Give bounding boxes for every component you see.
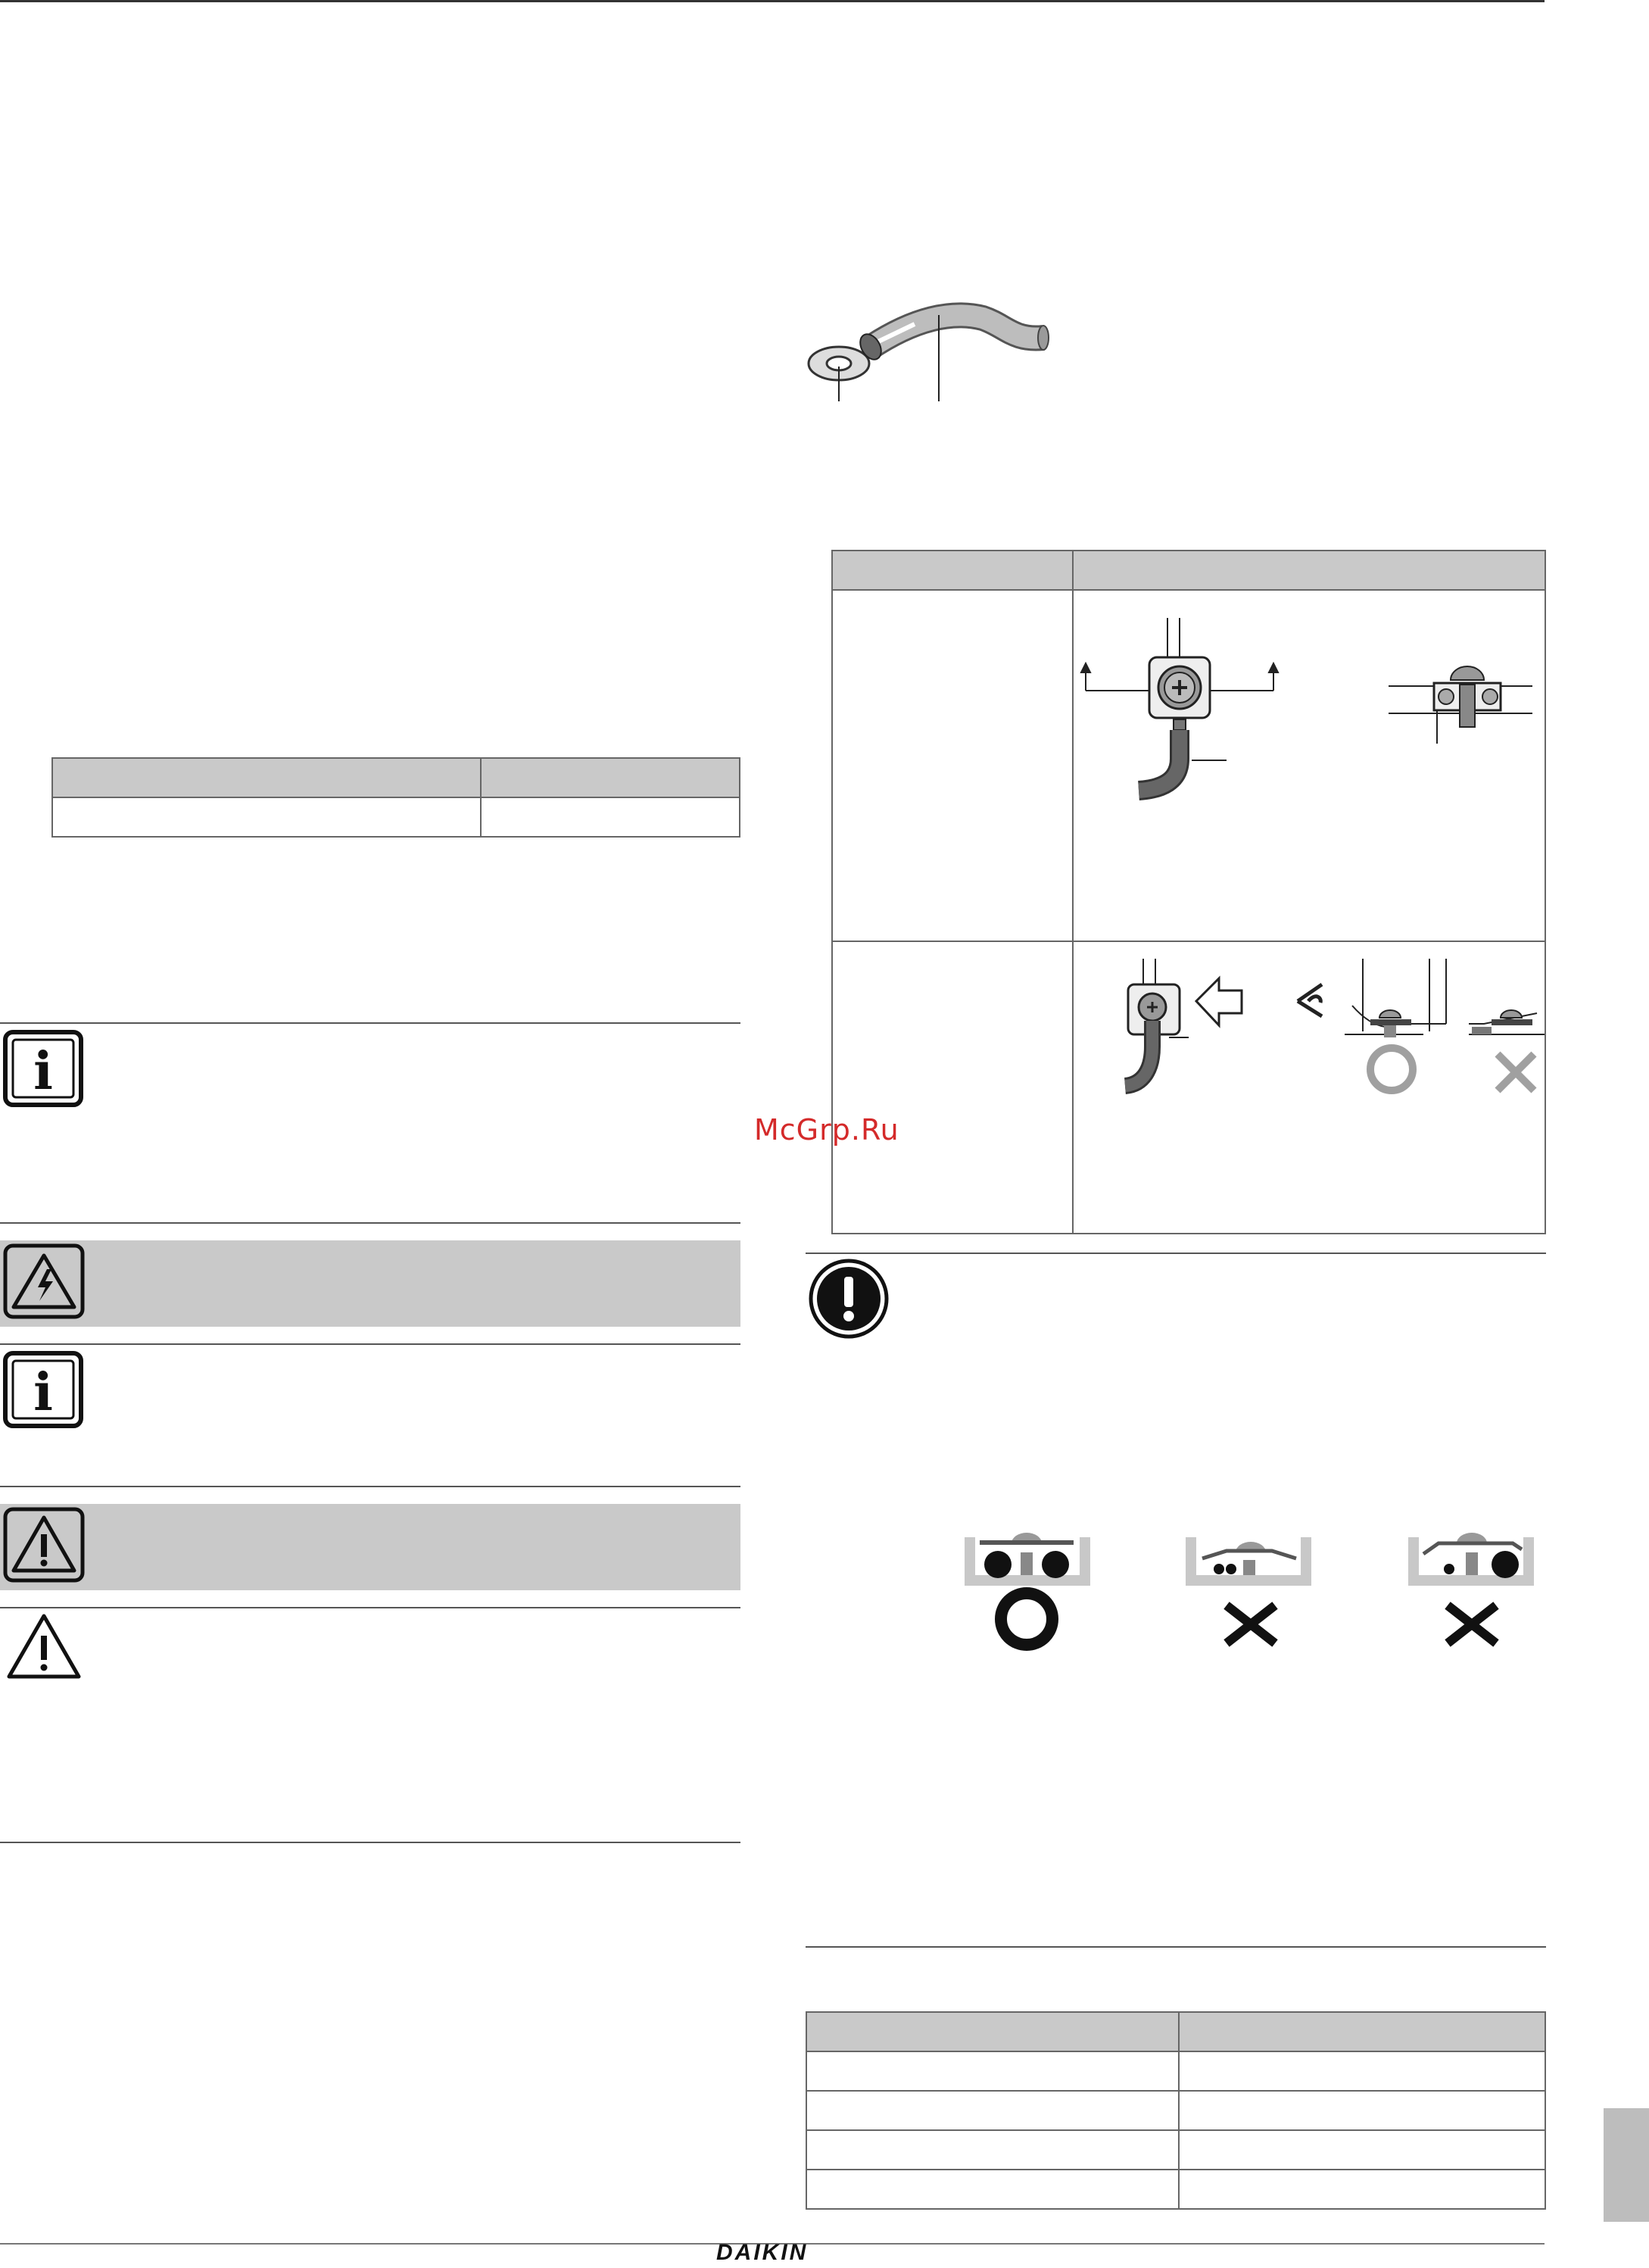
svg-text:i: i: [33, 1362, 53, 1423]
electric-hazard-icon: [3, 1243, 85, 1319]
torque-table-cell: [1178, 2090, 1546, 2131]
top-rule: [0, 0, 1545, 2]
warning-triangle-icon: [3, 1507, 85, 1583]
torque-table-header-col2: [1178, 2011, 1546, 2052]
left-table-cell: [51, 797, 482, 838]
torque-table-cell: [806, 2090, 1180, 2131]
torque-table-cell: [806, 2169, 1180, 2210]
torque-table-cell: [806, 2129, 1180, 2170]
warning-box-top-rule: [0, 1607, 740, 1608]
notice-bottom-rule: [806, 1946, 1546, 1948]
warning-band: [0, 1504, 740, 1590]
torque-table-cell: [806, 2051, 1180, 2092]
danger-band: [0, 1240, 740, 1327]
exclamation-circle-icon: [809, 1259, 889, 1339]
connection-method-diagram: [962, 1530, 1537, 1651]
right-table-header-col2: [1072, 550, 1546, 591]
left-table-header-col1: [51, 757, 482, 798]
info-box-top-rule: [0, 1022, 740, 1024]
section-tab: [1604, 2108, 1649, 2222]
info-icon: [3, 1030, 83, 1107]
terminal-inspection-diagram: [1113, 956, 1545, 1100]
right-table-header-col1: [831, 550, 1074, 591]
info-box-top-rule: [0, 1343, 740, 1345]
torque-table-header-col1: [806, 2011, 1180, 2052]
info-box-bottom-rule: [0, 1486, 740, 1487]
warning-triangle-icon: [5, 1611, 83, 1681]
ring-terminal-wire-illustration: [801, 288, 1058, 409]
info-box-bottom-rule: [0, 1222, 740, 1224]
svg-text:i: i: [33, 1041, 53, 1102]
warning-box-bottom-rule: [0, 1842, 740, 1843]
terminal-screw-diagram: [1078, 615, 1540, 812]
watermark-text: McGrp.Ru: [754, 1113, 899, 1146]
right-table-cell: [831, 941, 1074, 1234]
notice-top-rule: [806, 1253, 1546, 1254]
info-icon: [3, 1351, 83, 1428]
brand-logo-text: DAIKIN: [716, 2240, 809, 2265]
right-table-cell: [831, 589, 1074, 942]
torque-table-cell: [1178, 2051, 1546, 2092]
left-table-cell: [480, 797, 740, 838]
torque-table-cell: [1178, 2169, 1546, 2210]
torque-table-cell: [1178, 2129, 1546, 2170]
left-table-header-col2: [480, 757, 740, 798]
